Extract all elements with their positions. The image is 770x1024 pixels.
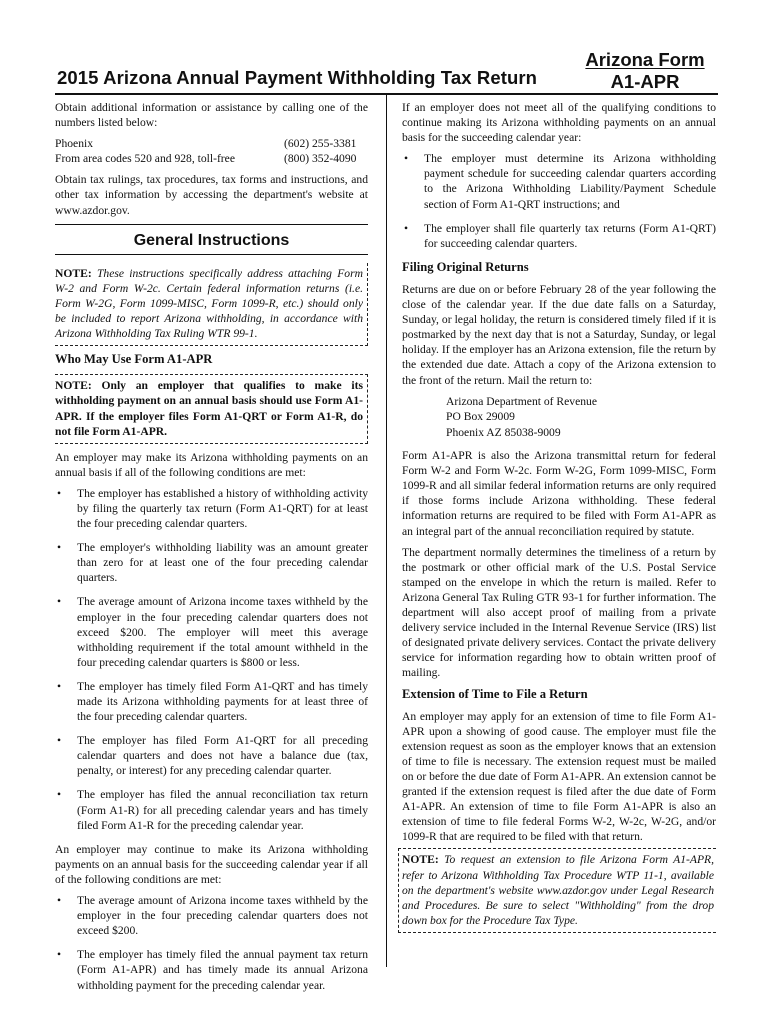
filing-original-returns-heading: Filing Original Returns [402,259,529,274]
list-item: • The average amount of Arizona income taxes withheld by the employer in the four preceding calendar quarters does not exceed $200. [57,894,368,938]
list-item: • The employer has established a history of withholding activity by filing the quarterly tax return (Form A1-QRT) for at least the four preceding calendar quarters. [57,486,368,531]
note-text: NOTE: Only an employer that qualifies to make its withholding payment on an annual basis should use Form A1-APR. If the employer files Form A1-QRT or Form A1-R, do not file Form A1-APR. [55,379,363,438]
transmittal-text: Form A1-APR is also the Arizona transmittal return for federal Form W-2 and Form W-2c. Form W-2G, Form 1099-MISC, Form 1099-R and all similar federal information returns are only required if those forms include Arizona withholding. These federal information returns are required to be filed with Form A1-APR as an integral part of the annual reconciliation required by statute. [402,449,716,538]
extension-text: An employer may apply for an extension of time to file Form A1-APR upon a showing of good cause. The employer must file the extension request as soon as the employer knows that an extension of time to file is necessary. The extension request must be mailed on or before the due date of Form A1-APR. An extension cannot be granted if the extension request is filed after the due date of Form A1-APR. An extension of time to file Form A1-APR is also an extension of time to file federal Forms W-2, W-2c, W-2G, and/or 1099-R that are required to be filed with that return. [402,709,716,844]
phone-row [55,151,368,166]
list-item: • The average amount of Arizona income taxes withheld by the employer in the four preceding calendar quarters does not exceed $200. The employer will meet this average withholding requirement if the total amount withheld in the four preceding calendar quarters is $800 or less. [57,595,368,669]
list-item: • The employer's withholding liability was an amount greater than zero for at least one of the four preceding calendar quarters. [57,541,368,585]
phone-row [55,136,368,151]
phone-number: (602) 255-3381 [284,137,357,151]
note-label: NOTE: [55,266,92,280]
conditions-intro: An employer may make its Arizona withholding payments on an annual basis if all of the following conditions are met: [55,450,368,479]
phone-table [55,136,368,166]
bullet-icon: • [57,734,62,748]
list-item: • The employer has timely filed Form A1-QRT and has timely made its Arizona withholding payments for at least three of the four preceding calendar quarters. [57,679,368,724]
bullet-icon: • [57,788,62,802]
extension-heading: Extension of Time to File a Return [402,686,588,701]
bullet-icon: • [404,221,409,235]
bullet-icon: • [57,486,62,500]
form-number-line: A1-APR [610,71,680,92]
column-divider [386,95,387,967]
list-item: • The employer must determine its Arizona withholding payment schedule for succeeding calendar quarters according to the Arizona Withholding Liability/Payment Schedule section of Form A1-QRT instructions; and [404,152,716,211]
form-identifier [580,49,710,93]
not-meet-list [402,151,716,251]
left-column [55,100,368,1002]
not-meet-intro: If an employer does not meet all of the qualifying conditions to continue making its Arizona withholding payments on an annual basis for the succeeding calendar year: [402,101,716,145]
list-item: • The employer has timely filed the annual payment tax return (Form A1-APR) and has timely made its annual Arizona withholding payment for the preceding calendar year. [57,948,368,992]
bullet-icon: • [57,595,62,609]
filing-text: Returns are due on or before February 28 of the year following the close of the calendar year. If the due date falls on a Saturday, Sunday, or legal holiday, the return is considered timely filed if it is postmarked by the next day that is not a Saturday, Sunday, or legal holiday. If the employer has an Arizona extension, file the return by the extended due date. Attach a copy of the Arizona extension to the front of the return. Mail the return to: [402,282,716,387]
contact-intro: Obtain additional information or assistance by calling one of the numbers listed below: [55,101,368,130]
bullet-icon: • [57,541,62,555]
note-box-eligibility [55,374,368,443]
mailing-address: Arizona Department of Revenue PO Box 29009 Phoenix AZ 85038-9009 [446,394,597,439]
phone-label: Phoenix [55,137,94,151]
note-text: To request an extension to file Arizona Form A1-APR, refer to Arizona Withholding Tax Procedure WTP 11-1, available on the department's website www.azdor.gov under Legal Research and Procedures. Be sure to select "Withholding" from the drop down box for the Procedure Tax Type. [402,853,715,927]
rulings-text: Obtain tax rulings, tax procedures, tax forms and instructions, and other tax information by accessing the department's website at www.azdor.gov. [55,173,368,217]
timeliness-text: The department normally determines the timeliness of a return by the postmark or other official mark of the U.S. Postal Service stamped on the envelope in which the return is mailed. Refer to Arizona General Tax Ruling GTR 93-1 for further information. The department will also accept proof of mailing from a private delivery service included in the Internal Revenue Service (IRS) list of designated private delivery services. Contact the private delivery service for information regarding how to obtain written proof of mailing. [402,545,716,680]
section-rule [55,224,368,225]
page-title: 2015 Arizona Annual Payment Withholding Tax Return [57,67,538,88]
note-text: These instructions specifically address attaching Form W-2 and Form W-2c. Certain federal information returns (i.e. Form W-2G, Form 1099-MISC, Form 1099-R, etc.) should only be included to report Arizona withholding, in accordance with Arizona Withholding Tax Ruling WTR 99-1. [55,266,363,341]
list-item: • The employer shall file quarterly tax returns (Form A1-QRT) for succeeding calendar quarters. [404,221,716,250]
general-instructions-heading: General Instructions [133,231,290,249]
bullet-icon: • [57,948,62,962]
phone-number: (800) 352-4090 [284,152,357,166]
right-column [402,100,716,933]
bullet-icon: • [57,679,62,693]
note-box-attachments [55,263,368,346]
continue-intro: An employer may continue to make its Arizona withholding payments on an annual basis for the succeeding calendar year if all of the following conditions are met: [55,842,368,886]
form-name-line: Arizona Form [585,49,705,70]
note-box-extension [398,848,716,932]
who-may-use-heading: Who May Use Form A1-APR [55,352,213,367]
bullet-icon: • [57,894,62,908]
section-rule [55,254,368,255]
bullet-icon: • [404,152,409,166]
list-item: • The employer has filed Form A1-QRT for all preceding calendar quarters and does not have a balance due (tax, penalty, or interest) for any preceding calendar quarter. [57,734,368,778]
phone-label: From area codes 520 and 928, toll-free [55,152,235,166]
list-item: • The employer has filed the annual reconciliation tax return (Form A1-R) for all preceding calendar years and has timely filed Form A1-R for the preceding calendar year. [57,788,368,832]
conditions-list [55,486,368,833]
continue-conditions-list [55,893,368,993]
note-label: NOTE: [402,853,439,867]
